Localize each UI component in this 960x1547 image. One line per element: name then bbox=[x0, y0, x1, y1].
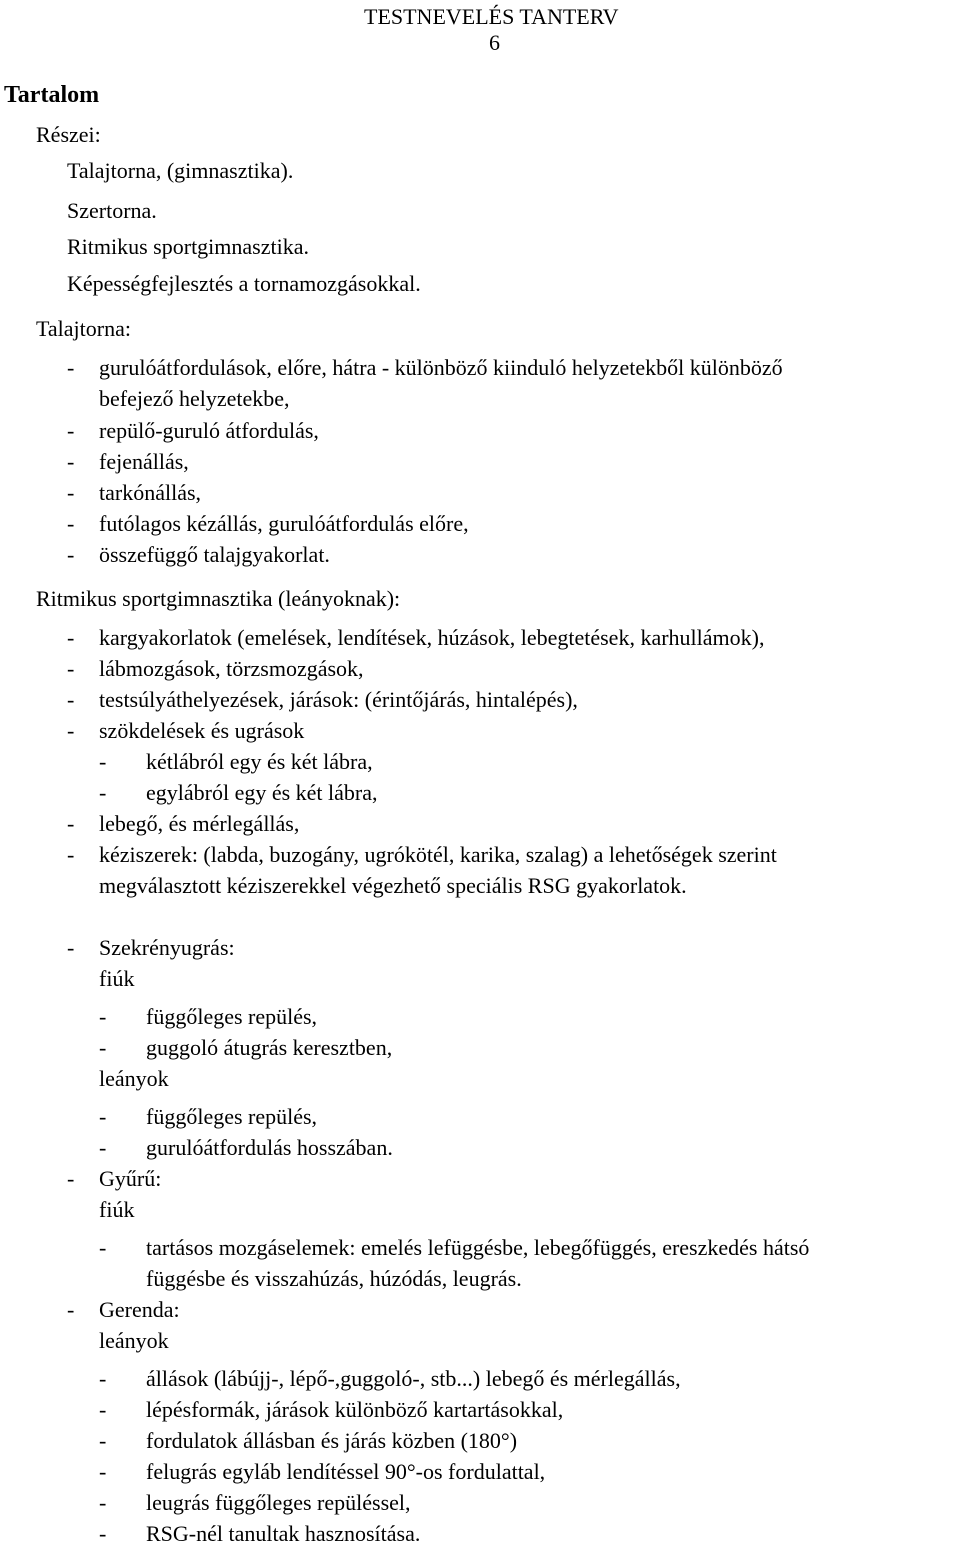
sub-list-item: tartásos mozgáselemek: emelés lefüggésbe, lebegőfüggés, ereszkedés hátsó bbox=[146, 1235, 810, 1260]
sub-list-item: gurulóátfordulás hosszában. bbox=[146, 1135, 393, 1160]
dash: - bbox=[99, 1397, 107, 1422]
list-item: lábmozgások, törzsmozgások, bbox=[99, 656, 364, 681]
list-item: Gerenda: bbox=[99, 1297, 180, 1322]
dash: - bbox=[67, 687, 75, 712]
sub-list-item-cont: függésbe és visszahúzás, húzódás, leugrás. bbox=[146, 1266, 522, 1291]
group-label: leányok bbox=[99, 1066, 169, 1091]
dash: - bbox=[99, 1004, 107, 1029]
sub-list-item: állások (lábújj-, lépő-,guggoló-, stb...) lebegő és mérlegállás, bbox=[146, 1366, 681, 1391]
dash: - bbox=[67, 542, 75, 567]
dash: - bbox=[99, 1459, 107, 1484]
text-line: Ritmikus sportgimnasztika. bbox=[67, 234, 309, 259]
dash: - bbox=[99, 1135, 107, 1160]
subheading: Ritmikus sportgimnasztika (leányoknak): bbox=[36, 586, 401, 611]
list-item-cont: megválasztott kéziszerekkel végezhető speciális RSG gyakorlatok. bbox=[99, 873, 687, 898]
text-line: Részei: bbox=[36, 122, 101, 147]
page-number: 6 bbox=[489, 30, 500, 55]
group-label: leányok bbox=[99, 1328, 169, 1353]
dash: - bbox=[99, 1428, 107, 1453]
sub-list-item: kétlábról egy és két lábra, bbox=[146, 749, 373, 774]
sub-list-item: lépésformák, járások különböző kartartásokkal, bbox=[146, 1397, 564, 1422]
dash: - bbox=[67, 355, 75, 380]
dash: - bbox=[67, 449, 75, 474]
dash: - bbox=[99, 1035, 107, 1060]
dash: - bbox=[99, 1235, 107, 1260]
sub-list-item: függőleges repülés, bbox=[146, 1104, 318, 1129]
list-item: kargyakorlatok (emelések, lendítések, húzások, lebegtetések, karhullámok), bbox=[99, 625, 765, 650]
dash: - bbox=[67, 1297, 75, 1322]
list-item: repülő-guruló átfordulás, bbox=[99, 418, 319, 443]
sub-list-item: felugrás egyláb lendítéssel 90°-os fordulattal, bbox=[146, 1459, 546, 1484]
list-item: kéziszerek: (labda, buzogány, ugrókötél, karika, szalag) a lehetőségek szerint bbox=[99, 842, 777, 867]
group-label: fiúk bbox=[99, 966, 135, 991]
dash: - bbox=[67, 1166, 75, 1191]
dash: - bbox=[67, 811, 75, 836]
sub-list-item: függőleges repülés, bbox=[146, 1004, 318, 1029]
list-item: futólagos kézállás, gurulóátfordulás előre, bbox=[99, 511, 469, 536]
dash: - bbox=[67, 935, 75, 960]
dash: - bbox=[67, 418, 75, 443]
list-item: szökdelések és ugrások bbox=[99, 718, 305, 743]
dash: - bbox=[67, 656, 75, 681]
sub-list-item: leugrás függőleges repüléssel, bbox=[146, 1490, 411, 1515]
dash: - bbox=[67, 511, 75, 536]
dash: - bbox=[99, 780, 107, 805]
section-heading: Tartalom bbox=[4, 82, 100, 108]
subheading: Talajtorna: bbox=[36, 316, 131, 341]
dash: - bbox=[67, 718, 75, 743]
sub-list-item: egylábról egy és két lábra, bbox=[146, 780, 378, 805]
dash: - bbox=[99, 1490, 107, 1515]
list-item-cont: befejező helyzetekbe, bbox=[99, 386, 290, 411]
text-line: Képességfejlesztés a tornamozgásokkal. bbox=[67, 271, 421, 296]
sub-list-item: guggoló átugrás keresztben, bbox=[146, 1035, 393, 1060]
header-title: TESTNEVELÉS TANTERV bbox=[364, 4, 619, 29]
dash: - bbox=[99, 1366, 107, 1391]
sub-list-item: RSG-nél tanultak hasznosítása. bbox=[146, 1521, 421, 1546]
dash: - bbox=[99, 749, 107, 774]
list-item: Gyűrű: bbox=[99, 1166, 162, 1191]
dash: - bbox=[67, 480, 75, 505]
list-item: gurulóátfordulások, előre, hátra - különböző kiinduló helyzetekből különböző bbox=[99, 355, 783, 380]
text-line: Talajtorna, (gimnasztika). bbox=[67, 158, 294, 183]
dash: - bbox=[99, 1521, 107, 1546]
dash: - bbox=[67, 625, 75, 650]
text-line: Szertorna. bbox=[67, 198, 157, 223]
list-item: Szekrényugrás: bbox=[99, 935, 235, 960]
list-item: tarkónállás, bbox=[99, 480, 202, 505]
list-item: lebegő, és mérlegállás, bbox=[99, 811, 300, 836]
dash: - bbox=[67, 842, 75, 867]
list-item: fejenállás, bbox=[99, 449, 189, 474]
group-label: fiúk bbox=[99, 1197, 135, 1222]
dash: - bbox=[99, 1104, 107, 1129]
list-item: testsúlyáthelyezések, járások: (érintőjárás, hintalépés), bbox=[99, 687, 578, 712]
list-item: összefüggő talajgyakorlat. bbox=[99, 542, 330, 567]
sub-list-item: fordulatok állásban és járás közben (180°) bbox=[146, 1428, 518, 1453]
